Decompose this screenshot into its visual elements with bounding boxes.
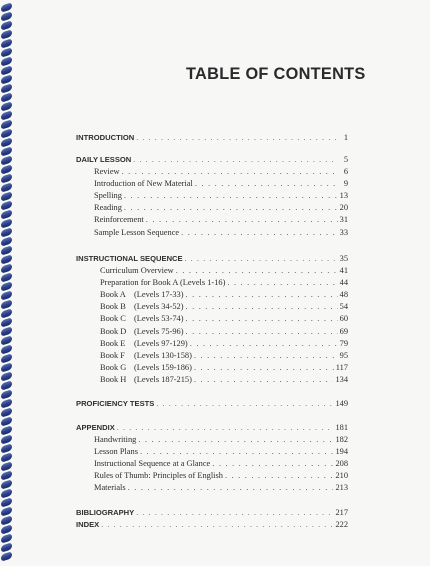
dot-leader	[101, 519, 333, 531]
page-number: 1	[343, 133, 348, 142]
toc-entry[interactable]	[100, 265, 348, 277]
entry-label: Reading	[94, 203, 122, 212]
page-number: 117	[335, 363, 348, 372]
entry-label: Handwriting	[94, 435, 137, 444]
section-label: DAILY LESSON	[76, 155, 132, 164]
dot-leader	[186, 301, 338, 313]
section-label: APPENDIX	[76, 423, 115, 432]
page-number: 217	[335, 508, 348, 517]
book-label: Book H	[100, 375, 127, 384]
entry-label: Preparation for Book A (Levels 1-16)	[100, 278, 226, 287]
book-label: Book F	[100, 351, 125, 360]
entry-label: Introduction of New Material	[94, 179, 193, 188]
toc-entry[interactable]	[100, 289, 348, 301]
entry-label: Materials	[94, 483, 126, 492]
toc-section[interactable]	[76, 154, 348, 166]
dot-leader	[194, 350, 338, 362]
page-number: 69	[339, 327, 348, 336]
page-number: 208	[335, 459, 348, 468]
dot-leader	[186, 289, 338, 301]
page-number: 181	[335, 423, 348, 432]
toc-entry[interactable]	[94, 458, 348, 470]
dot-leader	[140, 446, 333, 458]
toc-section[interactable]	[76, 253, 348, 265]
levels-label: (Levels 97-129)	[134, 339, 188, 348]
dot-leader	[176, 265, 338, 277]
dot-leader	[156, 398, 333, 410]
page-number: 6	[343, 167, 348, 176]
dot-leader	[186, 326, 338, 338]
entry-label: Sample Lesson Sequence	[94, 228, 180, 237]
toc-entry[interactable]	[94, 178, 348, 190]
book-label: Book D	[100, 327, 127, 336]
dot-leader	[225, 470, 333, 482]
dot-leader	[146, 214, 338, 226]
page-number: 210	[335, 471, 348, 480]
page-title: TABLE OF CONTENTS	[186, 64, 366, 83]
dot-leader	[195, 178, 338, 190]
dot-leader	[212, 458, 333, 470]
toc-entry[interactable]	[94, 227, 348, 239]
toc-section[interactable]	[76, 422, 348, 434]
page-number: 5	[343, 155, 348, 164]
page-number: 222	[335, 520, 348, 529]
entry-label: Spelling	[94, 191, 122, 200]
dot-leader	[117, 422, 334, 434]
page-number: 182	[335, 435, 348, 444]
entry-label: Lesson Plans	[94, 447, 138, 456]
toc-entry[interactable]	[94, 166, 348, 178]
levels-label: (Levels 34-52)	[134, 302, 184, 311]
levels-label: (Levels 17-33)	[134, 290, 184, 299]
section-label: INSTRUCTIONAL SEQUENCE	[76, 254, 183, 263]
dot-leader	[185, 253, 338, 265]
toc-section[interactable]	[76, 507, 348, 519]
toc-entry[interactable]	[94, 214, 348, 226]
section-label: BIBLIOGRAPHY	[76, 508, 135, 517]
dot-leader	[194, 362, 334, 374]
levels-label: (Levels 187-215)	[134, 375, 192, 384]
dot-leader	[186, 313, 338, 325]
dot-leader	[128, 482, 334, 494]
toc-entry[interactable]	[94, 470, 348, 482]
toc-entry[interactable]	[94, 190, 348, 202]
dot-leader	[124, 202, 338, 214]
book-label: Book C	[100, 314, 126, 323]
toc-entry[interactable]	[100, 350, 348, 362]
entry-label: Reinforcement	[94, 215, 144, 224]
entry-label: Curriculum Overview	[100, 266, 174, 275]
toc-entry[interactable]	[100, 362, 348, 374]
section-label: INTRODUCTION	[76, 133, 135, 142]
page-number: 31	[339, 215, 348, 224]
dot-leader	[190, 338, 338, 350]
toc-entry[interactable]	[100, 313, 348, 325]
toc-entry[interactable]	[94, 482, 348, 494]
entry-label: Instructional Sequence at a Glance	[94, 459, 211, 468]
page-number: 20	[339, 203, 348, 212]
page-number: 48	[339, 290, 348, 299]
page-number: 95	[339, 351, 348, 360]
page-number: 41	[339, 266, 348, 275]
toc-entry[interactable]	[94, 202, 348, 214]
dot-leader	[136, 507, 333, 519]
dot-leader	[194, 374, 334, 386]
dot-leader	[133, 154, 338, 166]
dot-leader	[136, 132, 338, 144]
page-number: 13	[339, 191, 348, 200]
dot-leader	[138, 434, 333, 446]
entry-label: Review	[94, 167, 120, 176]
page-number: 79	[339, 339, 348, 348]
page-number: 35	[339, 254, 348, 263]
levels-label: (Levels 75-96)	[134, 327, 184, 336]
toc-entry[interactable]	[94, 446, 348, 458]
toc-section[interactable]	[76, 398, 348, 410]
page-number: 134	[335, 375, 348, 384]
section-label: INDEX	[76, 520, 100, 529]
book-label: Book E	[100, 339, 126, 348]
toc-entry[interactable]	[100, 338, 348, 350]
entry-label: Rules of Thumb: Principles of English	[94, 471, 223, 480]
dot-leader	[122, 166, 338, 178]
book-label: Book B	[100, 302, 126, 311]
book-label: Book G	[100, 363, 127, 372]
page-number: 194	[335, 447, 348, 456]
levels-label: (Levels 159-186)	[134, 363, 192, 372]
toc-entry[interactable]	[100, 326, 348, 338]
toc-section[interactable]	[76, 132, 348, 144]
toc-entry[interactable]	[94, 434, 348, 446]
section-label: PROFICIENCY TESTS	[76, 399, 155, 408]
dot-leader	[124, 190, 338, 202]
toc-entry[interactable]	[100, 277, 348, 289]
toc-entry[interactable]	[100, 374, 348, 386]
page-number: 33	[339, 228, 348, 237]
book-label: Book A	[100, 290, 126, 299]
toc-section[interactable]	[76, 519, 348, 531]
dot-leader	[181, 227, 338, 239]
levels-label: (Levels 53-74)	[134, 314, 184, 323]
page-number: 44	[339, 278, 348, 287]
dot-leader	[227, 277, 337, 289]
page-number: 149	[335, 399, 348, 408]
page-number: 9	[343, 179, 348, 188]
page-number: 60	[339, 314, 348, 323]
toc-entry[interactable]	[100, 301, 348, 313]
page-number: 54	[339, 302, 348, 311]
page-number: 213	[335, 483, 348, 492]
levels-label: (Levels 130-158)	[134, 351, 192, 360]
